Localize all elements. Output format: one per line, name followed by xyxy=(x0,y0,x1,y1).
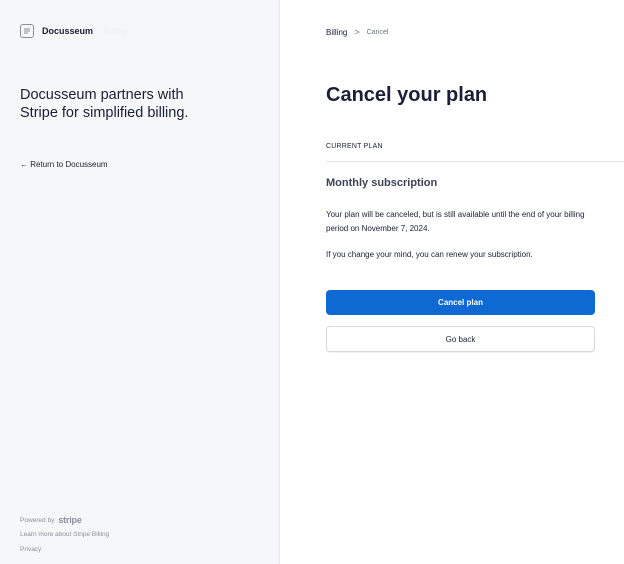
stripe-logo[interactable]: stripe xyxy=(58,515,82,525)
powered-by-label: Powered by xyxy=(20,516,55,524)
cancel-plan-button[interactable]: Cancel plan xyxy=(326,290,595,315)
partner-text: Docusseum partners with Stripe for simplified billing. xyxy=(20,87,189,121)
go-back-button[interactable]: Go back xyxy=(326,326,595,352)
page-title: Cancel your plan xyxy=(326,84,488,106)
sidebar xyxy=(0,0,280,564)
breadcrumb xyxy=(326,27,388,37)
learn-more-link[interactable]: Learn more about Stripe Billing xyxy=(20,531,110,538)
return-link[interactable]: ← Return to Docusseum xyxy=(20,160,108,169)
sidebar-footer xyxy=(20,514,109,554)
breadcrumb-current: Cancel xyxy=(366,28,389,36)
brand-name: Docusseum xyxy=(42,26,94,36)
breadcrumb-billing[interactable]: Billing xyxy=(326,27,348,37)
plan-name: Monthly subscription xyxy=(326,177,438,189)
powered-by xyxy=(20,514,109,526)
section-label: CURRENT PLAN xyxy=(326,143,383,150)
brand xyxy=(20,24,127,38)
divider xyxy=(326,161,624,162)
brand-subtitle: Billing xyxy=(103,26,128,36)
cancellation-notice: Your plan will be canceled, but is still available until the end of your billing period on November 7, 2024. xyxy=(326,210,585,233)
chevron-right-icon: > xyxy=(354,27,360,37)
privacy-link[interactable]: Privacy xyxy=(20,546,42,553)
main-panel xyxy=(280,0,624,564)
renew-notice: If you change your mind, you can renew your subscription. xyxy=(326,250,533,259)
document-icon xyxy=(20,24,34,38)
